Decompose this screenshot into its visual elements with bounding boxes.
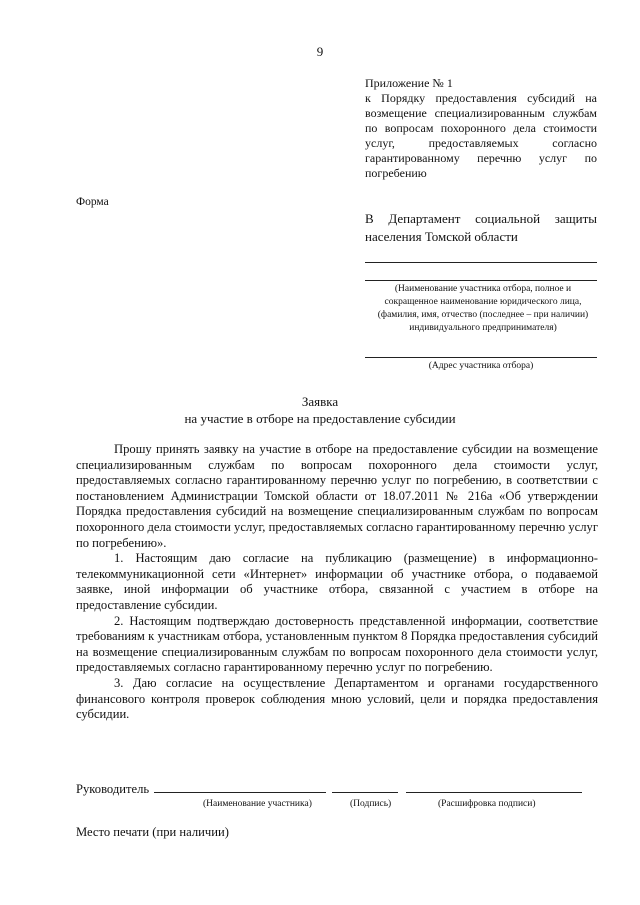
appendix-header — [365, 76, 597, 181]
signature-block — [76, 780, 598, 797]
document-title-block — [0, 393, 640, 427]
signature-decode-field[interactable] — [406, 780, 582, 793]
address-caption: (Адрес участника отбора) — [428, 361, 534, 371]
appendix-text: к Порядку предоставления субсидий на возмещение специализированным службам по вопросам похоронного дела стоимости услуг, предоставляемых согласно гарантированному перечню услуг по погребению — [365, 91, 597, 180]
appendix-title: Приложение № 1 — [365, 76, 453, 90]
document-subtitle: на участие в отборе на предоставление субсидии — [184, 411, 456, 426]
application-body — [76, 442, 598, 723]
page-number: 9 — [316, 44, 324, 59]
participant-caption: (Наименование участника отбора, полное и сокращенное наименование юридического лица, (фамилия, имя, отчество (последнее – при наличии) индивидуального предпринимателя) — [377, 284, 589, 333]
paragraph-consent-publication: 1. Настоящим даю согласие на публикацию (размещение) в информационно-телекоммуникационной сети «Интернет» информации об участнике отбора, о подаваемой заявке, иной информации об участнике отбора, связанной с участием в отборе на предоставление субсидии. — [76, 551, 598, 612]
stamp-place: Место печати (при наличии) — [76, 825, 229, 839]
paragraph-request: Прошу принять заявку на участие в отборе на предоставление субсидии на возмещение специализированным службам по вопросам похоронного дела стоимости услуг, предоставляемых согласно гарантированному перечню услуг по погребению, в соответствии с постановлением Администрации Томской области от 18.07.2011 № 216а «Об утверждении Порядка предоставления субсидий на возмещение специализированным службам по вопросам похоронного дела стоимости услуг, предоставляемых согласно гарантированному перечню услуг по погребению». — [76, 442, 598, 550]
form-label: Форма — [76, 196, 109, 208]
document-title: Заявка — [301, 394, 339, 409]
participant-name-field[interactable] — [154, 780, 326, 793]
paragraph-confirmation: 2. Настоящим подтверждаю достоверность представленной информации, соответствие требованиям к участникам отбора, установленным пунктом 8 Порядка предоставления субсидий на возмещение специализированным службам по вопросам похоронного дела стоимости услуг, предоставляемых согласно гарантированному перечню услуг по погребению. — [76, 613, 598, 675]
signature-field[interactable] — [332, 780, 398, 793]
name-caption: (Наименование участника) — [203, 799, 312, 809]
decode-caption: (Расшифровка подписи) — [438, 799, 536, 809]
sign-caption: (Подпись) — [350, 799, 392, 809]
participant-address-line[interactable] — [365, 357, 597, 358]
participant-name-line-2[interactable] — [365, 280, 597, 281]
addressee: В Департамент социальной защиты населения Томской области — [365, 211, 597, 244]
participant-name-line-1[interactable] — [365, 262, 597, 263]
signature-label: Руководитель — [76, 782, 150, 796]
paragraph-consent-inspection: 3. Даю согласие на осуществление Департаментом и органами государственного финансового контроля проверок соблюдения мною условий, цели и порядка предоставления субсидии. — [76, 675, 598, 722]
